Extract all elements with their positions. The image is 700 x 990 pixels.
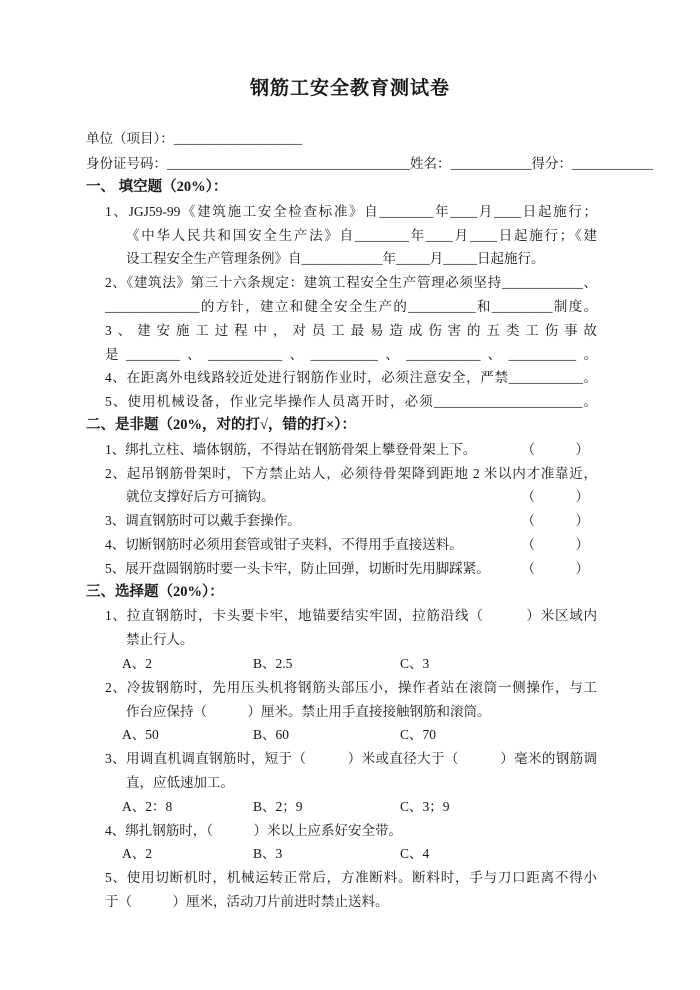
option-b: B、2.5: [253, 655, 293, 671]
question-text: 2、冷拔钢筋时，先用压头机将钢筋头部压小，操作者站在滚筒一侧操作，与工: [105, 679, 597, 695]
question-text: 就位支撑好后方可摘钩。: [126, 489, 275, 505]
question-line: [105, 438, 597, 462]
header-row-identity: [86, 151, 653, 176]
question-text: 《中华人民共和国安全生产法》自________年____月____日起施行；《建: [126, 227, 597, 243]
question-line: [105, 485, 597, 509]
question-line: [105, 343, 597, 367]
options-row: [105, 842, 597, 866]
name-blank-line: ____________: [450, 156, 532, 171]
question-line: [105, 390, 597, 414]
question-text: 作台应保持（ ）厘米。禁止用手直接接触钢筋和滚筒。: [126, 703, 491, 719]
question-line: [105, 366, 597, 390]
question-text: 1、绑扎立柱、墙体钢筋，不得站在钢筋骨架上攀登骨架上下。: [105, 441, 477, 457]
section-heading: 三、选择题（20%）：: [86, 583, 224, 600]
options-row: [105, 723, 597, 747]
question-line: [105, 247, 597, 271]
question-text: 1、拉直钢筋时，卡头要卡牢，地锚要结实牢固，拉筋沿线（ ）米区域内: [105, 608, 597, 624]
options-row: [105, 652, 597, 676]
option-a: A、50: [122, 727, 159, 743]
question-line: [105, 700, 597, 724]
question-text: 1、JGJ59-99《建筑施工安全检查标准》自________年____月____日起施行；: [105, 203, 597, 219]
option-a: A、2：8: [122, 798, 173, 814]
options-row: [105, 795, 597, 819]
question-line: [105, 295, 597, 319]
score-blank-line: ____________: [572, 156, 653, 171]
question-text: 3、建安施工过程中，对员工最易造成伤害的五类工伤事故: [105, 322, 597, 338]
answer-bracket: （ ）: [521, 513, 589, 529]
page-title: 钢筋工安全教育测试卷: [249, 78, 450, 99]
section-heading: 二、是非题（20%，对的打√，错的打×）：: [86, 416, 356, 433]
option-b: B、60: [253, 727, 290, 743]
answer-bracket: （ ）: [521, 536, 589, 552]
option-a: A、2: [122, 846, 152, 862]
question-text: 4、切断钢筋时必须用套管或钳子夹料，不得用手直接送料。: [105, 536, 463, 552]
question-line: [105, 271, 597, 295]
name-label: 姓名：: [410, 156, 451, 171]
question-text: 4、在距离外电线路较近处进行钢筋作业时，必须注意安全，严禁___________。: [105, 370, 597, 386]
question-line: [105, 866, 597, 890]
unit-label: 单位（项目）：: [86, 131, 174, 146]
question-text: 设工程安全生产管理条例》自____________年_____月_____日起施行。: [126, 251, 545, 267]
option-b: B、2；9: [253, 798, 303, 814]
question-text: 于（ ）厘米，活动刀片前进时禁止送料。: [105, 893, 389, 909]
unit-blank-line: ___________________: [173, 131, 302, 146]
question-line: [105, 771, 597, 795]
question-line: [105, 557, 597, 581]
option-c: C、3；9: [400, 798, 450, 814]
question-text: 3、调直钢筋时可以戴手套操作。: [105, 513, 301, 529]
question-text: 2、《建筑法》第三十六条规定：建筑工程安全生产管理必须坚持____________、: [105, 275, 597, 291]
section-heading: 一、 填空题（20%）：: [86, 179, 228, 195]
question-line: [105, 676, 597, 700]
question-line: [105, 628, 597, 652]
question-text: 4、绑扎钢筋时，（ ）米以上应系好安全带。: [105, 822, 402, 838]
question-text: 5、展开盘圆钢筋时要一头卡牢，防止回弹，切断时先用脚踩紧。: [105, 560, 490, 576]
question-line: [105, 224, 597, 248]
question-line: [105, 747, 597, 771]
header-row-unit: [86, 126, 597, 151]
question-text: 5、使用机械设备，作业完毕操作人员离开时，必须______________________。: [105, 394, 597, 410]
question-line: [105, 533, 597, 557]
question-line: [105, 819, 597, 843]
option-c: C、70: [400, 727, 437, 743]
question-line: [105, 509, 597, 533]
id-number-blank-line: ____________________________________: [167, 156, 410, 171]
question-text: ______________的方针，建立和健全安全生产的__________和_________制度。: [105, 298, 597, 314]
question-text: 5、使用切断机时，机械运转正常后，方准断料。断料时，手与刀口距离不得小: [105, 870, 597, 886]
question-text: 禁止行人。: [126, 632, 194, 648]
question-text: 直，应低速加工。: [126, 774, 234, 790]
question-text: 3、用调直机调直钢筋时，短于（ ）米或直径大于（ ）毫米的钢筋调: [105, 751, 597, 767]
question-text: 是________、___________、__________、___________、__________。: [105, 346, 597, 362]
question-line: [105, 890, 597, 914]
answer-bracket: （ ）: [521, 489, 589, 505]
question-line: [105, 319, 597, 343]
id-number-label: 身份证号码：: [86, 156, 167, 171]
option-a: A、2: [122, 655, 152, 671]
answer-bracket: （ ）: [521, 441, 589, 457]
question-text: 2、起吊钢筋骨架时，下方禁止站人，必须待骨架降到距地 2 米以内才准靠近，: [105, 465, 597, 481]
sections-container: [86, 176, 597, 914]
option-c: C、4: [400, 846, 430, 862]
question-line: [105, 604, 597, 628]
answer-bracket: （ ）: [521, 560, 589, 576]
question-line: [105, 462, 597, 486]
option-b: B、3: [253, 846, 283, 862]
option-c: C、3: [400, 655, 430, 671]
question-line: [105, 200, 597, 224]
score-label: 得分：: [531, 156, 572, 171]
